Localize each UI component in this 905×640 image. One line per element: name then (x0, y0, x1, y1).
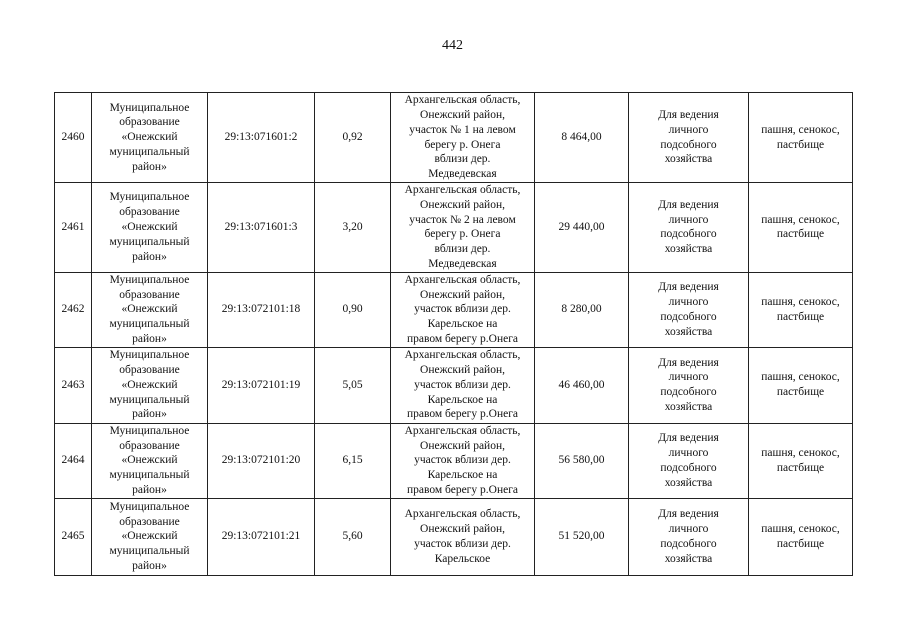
purpose-cell (629, 272, 749, 347)
area-cell: 3,20 (315, 183, 391, 273)
page-number: 442 (442, 38, 463, 53)
owner-line: образование (119, 288, 180, 301)
purpose-cell (629, 93, 749, 183)
land-type-cell (749, 183, 853, 273)
land-type-cell (749, 423, 853, 498)
address-line: участок вблизи дер. (414, 303, 511, 316)
address-line: Архангельская область, (404, 184, 521, 196)
row-number-cell: 2460 (55, 93, 92, 183)
address-line: Архангельская область, (404, 349, 521, 362)
purpose-line: подсобного (660, 537, 717, 550)
owner-cell (92, 347, 208, 423)
cadastral-number-cell: 29:13:071601:2 (208, 93, 315, 183)
address-line: берегу р. Онега (424, 228, 501, 241)
land-type-cell (749, 93, 853, 183)
purpose-cell (629, 347, 749, 423)
owner-line: Муниципальное (109, 424, 190, 437)
address-cell (391, 93, 535, 183)
land-type-line: пастбище (776, 138, 825, 151)
cadastral-number-cell: 29:13:072101:18 (208, 272, 315, 347)
address-line: Архангельская область, (404, 94, 521, 107)
land-type-line: пастбище (776, 310, 825, 323)
purpose-line: подсобного (660, 228, 717, 241)
land-type-line: пашня, сенокос, (761, 522, 840, 535)
purpose-line: Для ведения (658, 198, 719, 211)
purpose-line: хозяйства (664, 552, 713, 565)
cadastral-number-cell: 29:13:072101:19 (208, 347, 315, 423)
land-type-line: пастбище (776, 386, 825, 399)
purpose-line: личного (668, 446, 709, 459)
purpose-line: личного (668, 123, 709, 136)
purpose-line: хозяйства (664, 153, 713, 166)
owner-line: район» (132, 250, 167, 263)
owner-line: «Онежский (121, 454, 178, 467)
purpose-line: личного (668, 213, 709, 226)
owner-line: образование (119, 116, 180, 129)
area-cell: 6,15 (315, 423, 391, 498)
owner-line: «Онежский (121, 220, 178, 233)
purpose-line: хозяйства (664, 325, 713, 338)
purpose-line: подсобного (660, 461, 717, 474)
address-line: вблизи дер. (434, 243, 491, 256)
address-cell (391, 347, 535, 423)
address-line: Онежский район, (420, 364, 505, 377)
address-cell (391, 183, 535, 273)
owner-line: «Онежский (121, 378, 178, 391)
cadastral-number-cell: 29:13:071601:3 (208, 183, 315, 273)
owner-line: Муниципальное (109, 349, 190, 362)
owner-line: муниципальный (109, 145, 190, 158)
owner-line: образование (119, 515, 180, 528)
land-type-cell (749, 498, 853, 575)
table-row (55, 183, 853, 273)
owner-line: район» (132, 160, 167, 173)
owner-line: муниципальный (109, 235, 190, 248)
purpose-line: Для ведения (658, 356, 719, 369)
owner-cell (92, 183, 208, 273)
address-line: Онежский район, (420, 288, 505, 301)
purpose-line: хозяйства (664, 401, 713, 414)
address-line: Онежский район, (420, 439, 505, 452)
purpose-line: Для ведения (658, 508, 719, 521)
address-line: участок № 2 на левом (409, 213, 516, 226)
land-type-line: пашня, сенокос, (761, 371, 840, 384)
address-line: правом берегу р.Онега (406, 408, 519, 421)
purpose-line: хозяйства (664, 476, 713, 489)
owner-cell (92, 498, 208, 575)
land-type-line: пастбище (776, 537, 825, 550)
address-line: Карельское (434, 552, 491, 565)
address-cell (391, 498, 535, 575)
address-line: Карельское на (427, 469, 498, 482)
land-type-line: пашня, сенокос, (761, 446, 840, 459)
land-type-line: пашня, сенокос, (761, 295, 840, 308)
owner-line: Муниципальное (109, 500, 190, 513)
owner-line: образование (119, 364, 180, 377)
cadastral-number-cell: 29:13:072101:21 (208, 498, 315, 575)
owner-line: «Онежский (121, 303, 178, 316)
address-line: Архангельская область, (404, 273, 521, 286)
table-row (55, 93, 853, 183)
owner-cell (92, 93, 208, 183)
purpose-cell (629, 423, 749, 498)
area-cell: 5,60 (315, 498, 391, 575)
purpose-line: подсобного (660, 310, 717, 323)
land-type-cell (749, 347, 853, 423)
owner-line: «Онежский (121, 131, 178, 144)
address-line: вблизи дер. (434, 153, 491, 166)
price-cell: 8 464,00 (535, 93, 629, 183)
table-row (55, 272, 853, 347)
table-row (55, 498, 853, 575)
purpose-line: подсобного (660, 138, 717, 151)
owner-line: муниципальный (109, 318, 190, 331)
address-line: участок вблизи дер. (414, 378, 511, 391)
land-type-line: пастбище (776, 228, 825, 241)
land-type-line: пашня, сенокос, (761, 123, 840, 136)
address-line: участок вблизи дер. (414, 537, 511, 550)
purpose-line: личного (668, 295, 709, 308)
area-cell: 0,92 (315, 93, 391, 183)
price-cell: 51 520,00 (535, 498, 629, 575)
address-line: участок № 1 на левом (409, 123, 516, 136)
table-body (55, 93, 853, 576)
address-cell (391, 423, 535, 498)
address-line: Карельское на (427, 318, 498, 331)
address-line: правом берегу р.Онега (406, 332, 519, 345)
owner-line: Муниципальное (109, 273, 190, 286)
address-line: Онежский район, (420, 108, 505, 121)
row-number-cell: 2462 (55, 272, 92, 347)
land-plots-table (54, 92, 853, 576)
owner-line: образование (119, 439, 180, 452)
owner-line: муниципальный (109, 393, 190, 406)
owner-line: район» (132, 483, 167, 496)
row-number-cell: 2465 (55, 498, 92, 575)
area-cell: 0,90 (315, 272, 391, 347)
purpose-cell (629, 498, 749, 575)
purpose-line: Для ведения (658, 432, 719, 445)
owner-line: район» (132, 332, 167, 345)
owner-cell (92, 423, 208, 498)
address-line: Карельское на (427, 393, 498, 406)
address-line: Онежский район, (420, 198, 505, 211)
price-cell: 29 440,00 (535, 183, 629, 273)
purpose-line: Для ведения (658, 281, 719, 294)
row-number-cell: 2463 (55, 347, 92, 423)
owner-line: Муниципальное (109, 101, 190, 114)
address-line: Онежский район, (420, 522, 505, 535)
purpose-line: подсобного (660, 386, 717, 399)
table-row (55, 347, 853, 423)
price-cell: 46 460,00 (535, 347, 629, 423)
owner-line: «Онежский (121, 530, 178, 543)
owner-cell (92, 272, 208, 347)
table-row (55, 423, 853, 498)
purpose-cell (629, 183, 749, 273)
owner-line: район» (132, 408, 167, 421)
purpose-line: личного (668, 371, 709, 384)
row-number-cell: 2464 (55, 423, 92, 498)
address-line: участок вблизи дер. (414, 454, 511, 467)
address-cell (391, 272, 535, 347)
address-line: Архангельская область, (404, 424, 521, 437)
address-line: Медведевская (428, 168, 497, 181)
purpose-line: хозяйства (664, 243, 713, 256)
owner-line: Муниципальное (109, 191, 190, 204)
area-cell: 5,05 (315, 347, 391, 423)
cadastral-number-cell: 29:13:072101:20 (208, 423, 315, 498)
owner-line: район» (132, 559, 167, 572)
address-line: берегу р. Онега (424, 138, 501, 151)
price-cell: 8 280,00 (535, 272, 629, 347)
land-type-cell (749, 272, 853, 347)
owner-line: образование (119, 206, 180, 219)
address-line: правом берегу р.Онега (406, 483, 519, 496)
owner-line: муниципальный (109, 545, 190, 558)
land-type-line: пастбище (776, 461, 825, 474)
land-type-line: пашня, сенокос, (761, 213, 840, 226)
row-number-cell: 2461 (55, 183, 92, 273)
purpose-line: Для ведения (658, 108, 719, 121)
price-cell: 56 580,00 (535, 423, 629, 498)
purpose-line: личного (668, 522, 709, 535)
owner-line: муниципальный (109, 469, 190, 482)
address-line: Архангельская область, (404, 508, 521, 521)
address-line: Медведевская (428, 257, 497, 270)
